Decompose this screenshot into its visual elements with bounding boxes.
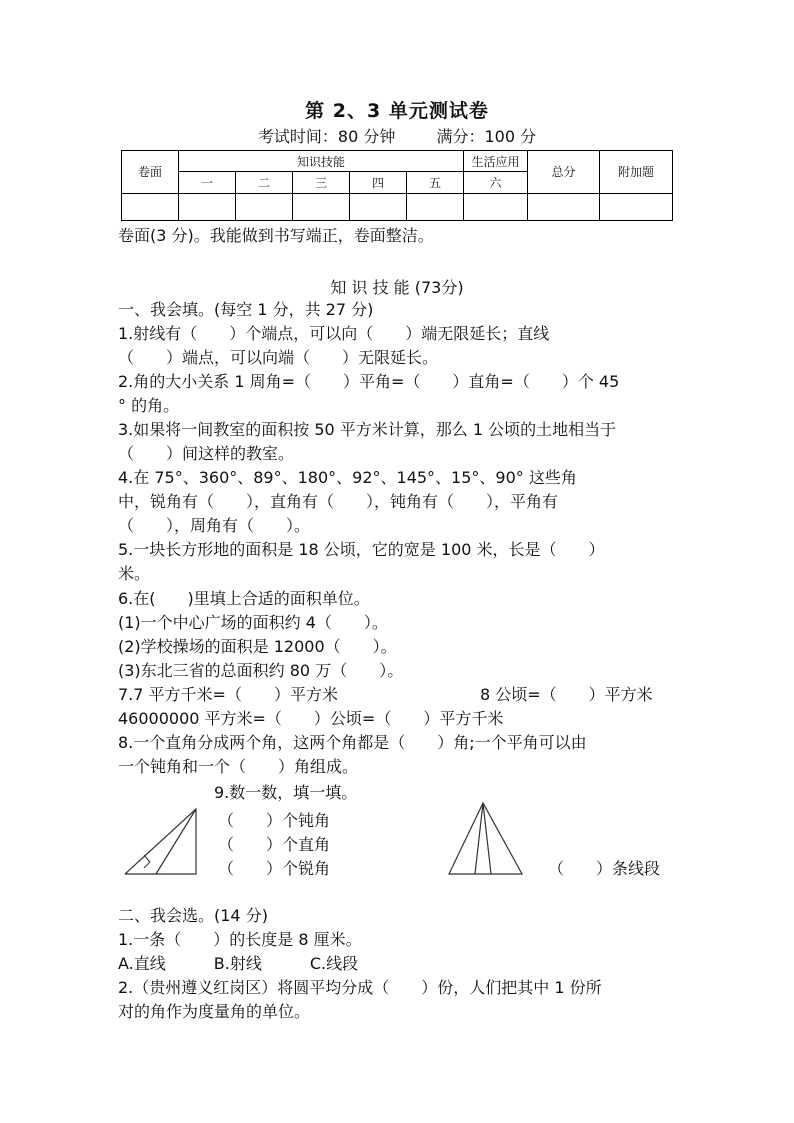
q4-line1: 4.在 75°、360°、89°、180°、92°、145°、15°、90° 这些角 [118,468,577,487]
q6-line1: 6.在( )里填上合适的面积单位。 [118,589,370,608]
q1-line1: 1.射线有（ ）个端点，可以向（ ）端无限延长；直线 [118,324,550,343]
part2-title: 二、我会选。(14 分) [118,906,268,925]
header-shenghuo: 生活应用 [464,151,528,172]
q9-segments: （ ）条线段 [548,859,661,878]
exam-subtitle [0,124,794,147]
juanmian-note: 卷面(3 分)。我能做到书写端正，卷面整洁。 [118,226,434,245]
q9-obtuse: （ ）个钝角 [218,811,331,830]
q5-line1: 5.一块长方形地的面积是 18 公顷，它的宽是 100 米，长是（ ） [118,540,605,559]
q4-line2: 中，锐角有（ ），直角有（ ），钝角有（ ），平角有 [118,492,559,511]
part1-title: 一、我会填。(每空 1 分，共 27 分) [118,300,374,319]
col-6: 六 [464,172,528,193]
section-title: 知 识 技 能 (73分) [330,278,464,297]
exam-time: 考试时间：80 分钟 [257,127,396,146]
exam-title: 第 2、3 单元测试卷 [305,100,489,122]
score-table [121,150,673,221]
p2-q1-options: A.直线 B.射线 C.线段 [118,954,359,973]
q8-line1: 8.一个直角分成两个角，这两个角都是（ ）角;一个平角可以由 [118,733,587,752]
q9-title: 9.数一数，填一填。 [214,783,358,802]
p2-q1: 1.一条（ ）的长度是 8 厘米。 [118,930,362,949]
q9-right: （ ）个直角 [218,835,331,854]
q4-line3: （ ），周角有（ ）。 [118,516,311,535]
q6-line4: (3)东北三省的总面积约 80 万（ ）。 [118,661,404,680]
q2-line1: 2.角的大小关系 1 周角=（ ）平角=（ ）直角=（ ）个 45 [118,372,620,391]
header-zhishi: 知识技能 [179,151,464,172]
exam-full-score: 满分：100 分 [436,127,537,146]
right-triangle-figure [120,806,202,878]
p2-q2-line1: 2.（贵州遵义红岗区）将圆平均分成（ ）份，人们把其中 1 份所 [118,978,602,997]
header-juanmian: 卷面 [122,151,179,194]
col-4: 四 [350,172,407,193]
col-1: 一 [179,172,236,193]
q6-line2: (1)一个中心广场的面积约 4（ ）。 [118,613,388,632]
score-cell[interactable] [179,193,236,220]
q1-line2: （ ）端点，可以向端（ ）无限延长。 [118,348,439,367]
q8-line2: 一个钝角和一个（ ）角组成。 [118,757,359,776]
score-cell[interactable] [350,193,407,220]
q7-line2: 46000000 平方米=（ ）公顷=（ ）平方千米 [118,709,504,728]
q7-line1b: 8 公顷=（ ）平方米 [480,685,653,704]
q9-acute: （ ）个锐角 [218,859,331,878]
score-cell[interactable] [236,193,293,220]
q7-line1a: 7.7 平方千米=（ ）平方米 [118,685,338,704]
header-zongfen: 总分 [528,151,600,194]
isosceles-triangle-figure [446,800,526,878]
p2-q2-line2: 对的角作为度量角的单位。 [118,1002,311,1021]
q2-line2: ° 的角。 [118,396,180,415]
q3-line1: 3.如果将一间教室的面积按 50 平方米计算，那么 1 公顷的土地相当于 [118,420,617,439]
score-row [122,193,673,220]
q6-line3: (2)学校操场的面积是 12000（ ）。 [118,637,397,656]
col-5: 五 [407,172,464,193]
score-cell[interactable] [600,193,673,220]
col-2: 二 [236,172,293,193]
score-cell[interactable] [122,193,179,220]
col-3: 三 [293,172,350,193]
score-cell[interactable] [407,193,464,220]
q5-line2: 米。 [118,564,151,583]
q3-line2: （ ）间这样的教室。 [118,444,295,463]
score-cell[interactable] [464,193,528,220]
score-cell[interactable] [528,193,600,220]
header-fujia: 附加题 [600,151,673,194]
score-cell[interactable] [293,193,350,220]
